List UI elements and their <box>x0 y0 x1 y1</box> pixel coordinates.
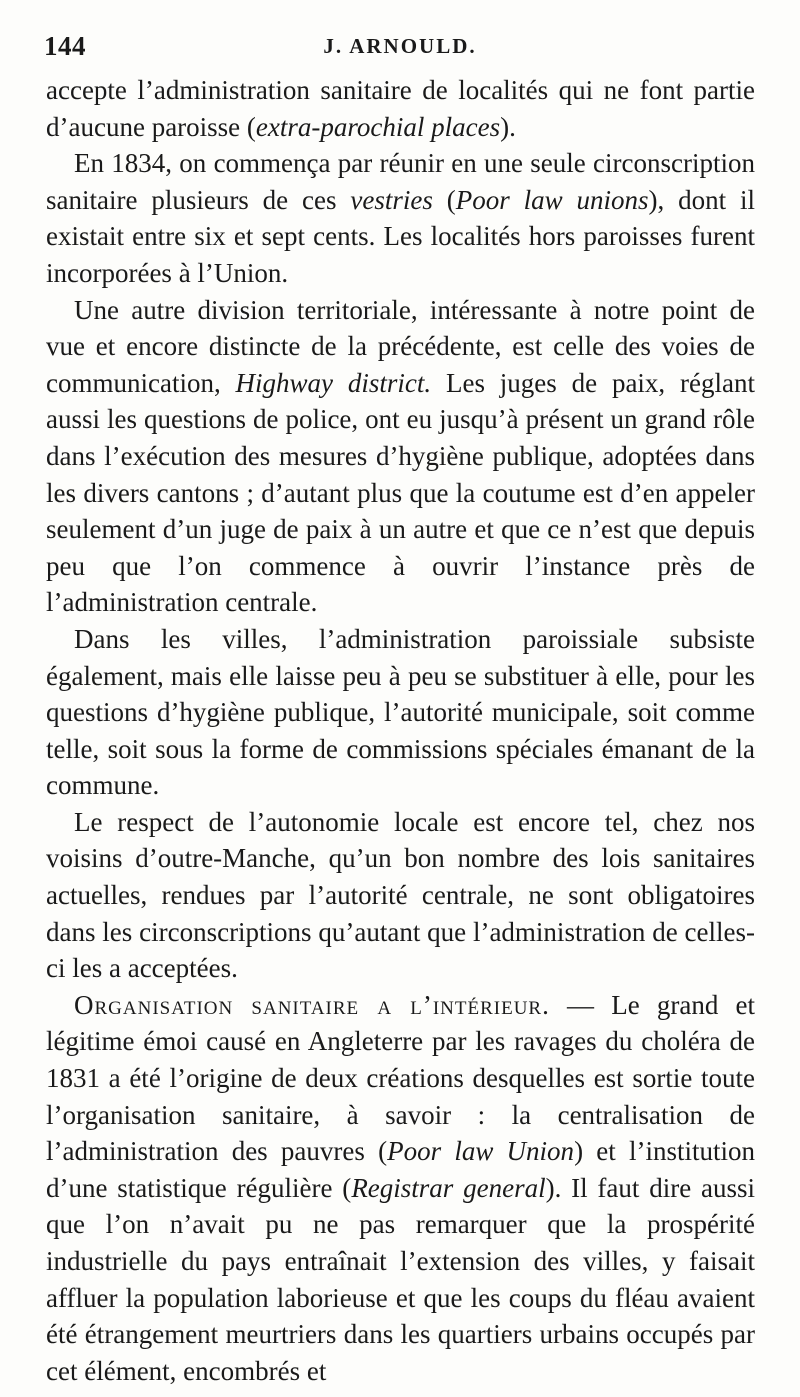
page-header <box>44 28 756 64</box>
body-text <box>46 72 755 1389</box>
paragraph-text: Une autre division territoriale, intéressante à notre point de vue et encore distincte de la précédente, est celle des voies de communication, <box>46 294 755 398</box>
section-heading: Organisation sanitaire a l’intérieur. <box>74 989 550 1020</box>
paragraph-text: ( <box>432 184 456 215</box>
paragraph-text: ) et l’institution d’une statistique régulière ( <box>46 1136 755 1203</box>
italic-term: Registrar general <box>351 1172 546 1203</box>
paragraph-3 <box>46 292 755 621</box>
paragraph-text: Dans les villes, l’administration paroissiale subsiste également, mais elle laisse peu à peu se substituer à elle, pour les questions d’hygiène publique, l’autorité municipale, soit comme telle, soit sous la forme de commissions spéciales émanant de la commune. <box>46 623 755 801</box>
paragraph-text: Les juges de paix, réglant aussi les questions de police, ont eu jusqu’à présent un grand rôle dans l’exécution des mesures d’hygiène publique, adoptées dans les divers cantons ; d’autant plus que la coutume est d’en appeler seulement d’un juge de paix à un autre et que ce n’est que depuis peu que l’on commence à ouvrir l’instance près de l’administration centrale. <box>46 367 755 618</box>
italic-term: Poor law Union <box>387 1136 575 1167</box>
paragraph-2 <box>46 145 755 291</box>
page-number: 144 <box>44 30 86 61</box>
paragraph-4 <box>46 621 755 804</box>
paragraph-text: Le respect de l’autonomie locale est encore tel, chez nos voisins d’outre-Manche, qu’un bon nombre des lois sanitaires actuelles, rendues par l’autorité centrale, ne sont obligatoires dans les circonscriptions qu’autant que l’administration de celles-ci les a acceptées. <box>46 806 755 984</box>
italic-term: vestries <box>350 184 433 215</box>
paragraph-6 <box>46 987 755 1390</box>
italic-term: Highway district. <box>235 367 432 398</box>
italic-term: Poor law unions <box>455 184 649 215</box>
running-head: J. ARNOULD. <box>323 33 477 58</box>
paragraph-text: ), dont il existait entre six et sept cents. Les localités hors paroisses furent incorporées à l’Union. <box>46 184 756 288</box>
paragraph-text: accepte l’administration sanitaire de localités qui ne font partie d’aucune paroisse ( <box>46 75 755 142</box>
paragraph-5 <box>46 804 755 987</box>
paragraph-1 <box>46 72 755 145</box>
paragraph-text: ). Il faut dire aussi que l’on n’avait pu ne pas remarquer que la prospérité industrielle du pays entraînait l’extension des villes, y faisait affluer la population laborieuse et que les coups du fléau avaient été étrangement meurtriers dans les quartiers urbains occupés par cet élément, encombrés et <box>46 1172 755 1386</box>
paragraph-text: En 1834, on commença par réunir en une seule circonscription sanitaire plusieurs de ces <box>46 148 755 215</box>
italic-term: extra-parochial places <box>255 111 501 142</box>
paragraph-text: — Le grand et légitime émoi causé en Angleterre par les ravages du choléra de 1831 a été l’origine de deux créations desquelles est sortie toute l’organisation sanitaire, à savoir : la centralisation de l’administration des pauvres ( <box>46 989 756 1167</box>
paragraph-text: ). <box>500 111 516 142</box>
